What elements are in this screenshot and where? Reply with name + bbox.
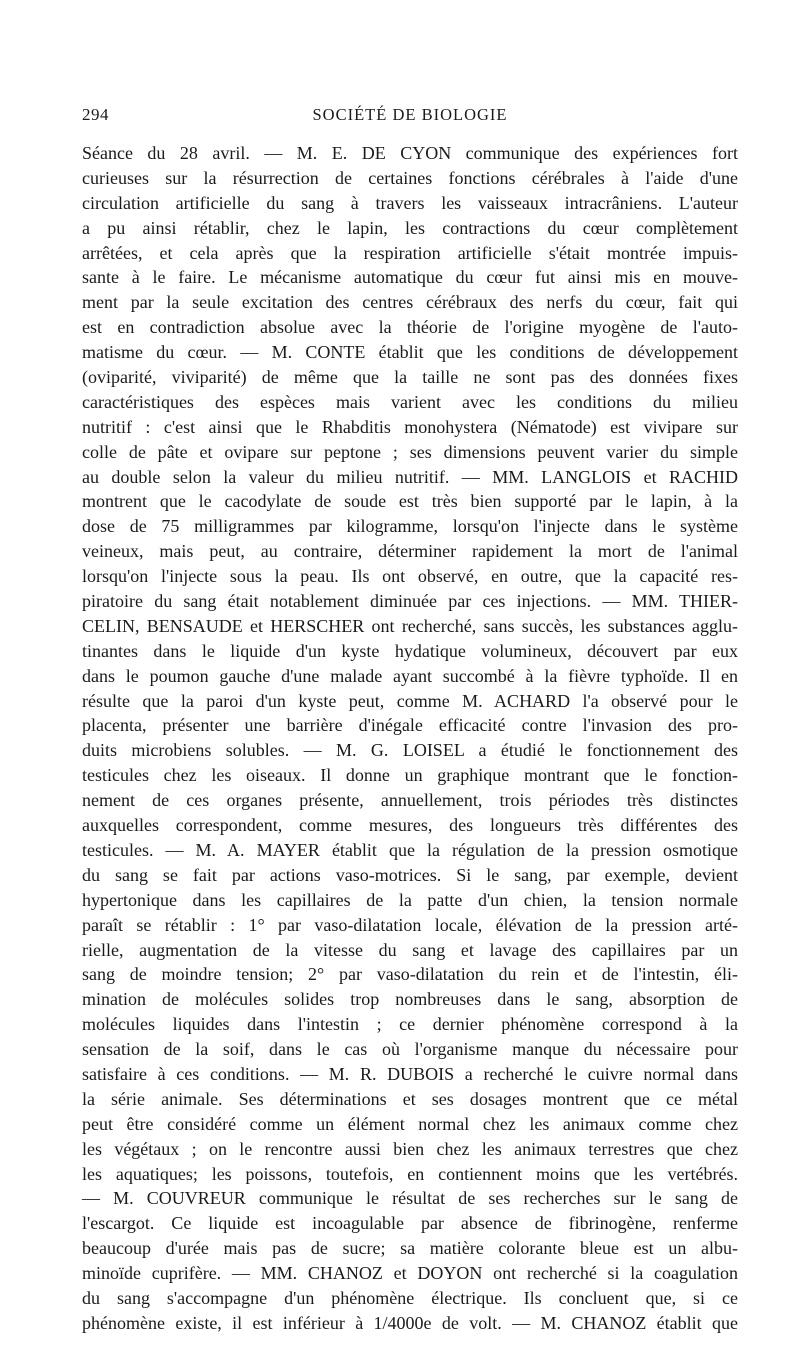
text-line: veineux, mais peut, au contraire, déterminer rapidement la mort de l'animal — [82, 541, 738, 562]
text-line: l'escargot. Ce liquide est incoagulable par absence de fibrinogène, renferme — [82, 1213, 738, 1234]
text-line: — M. COUVREUR communique le résultat de ses recherches sur le sang de — [82, 1188, 738, 1209]
text-line: nement de ces organes présente, annuellement, trois périodes très distinctes — [82, 790, 738, 811]
page-header — [82, 105, 738, 129]
text-line: est en contradiction absolue avec la théorie de l'origine myogène de l'auto- — [82, 317, 738, 338]
text-line: sensation de la soif, dans le cas où l'organisme manque du nécessaire pour — [82, 1039, 738, 1060]
text-line: dose de 75 milligrammes par kilogramme, lorsqu'on l'injecte dans le système — [82, 516, 738, 537]
page-number: 294 — [82, 105, 109, 124]
text-line: la série animale. Ses déterminations et ses dosages montrent que ce métal — [82, 1088, 738, 1109]
text-line: sante à le faire. Le mécanisme automatique du cœur fut ainsi mis en mouve- — [82, 267, 738, 288]
text-line: curieuses sur la résurrection de certaines fonctions cérébrales à l'aide d'une — [82, 167, 738, 188]
running-title: SOCIÉTÉ DE BIOLOGIE — [312, 105, 508, 124]
text-line: montrent que le cacodylate de soude est très bien supporté par le lapin, à la — [82, 491, 738, 512]
text-line: placenta, présenter une barrière d'inégale efficacité contre l'invasion des pro- — [82, 715, 738, 736]
text-line: mination de molécules solides trop nombreuses dans le sang, absorption de — [82, 989, 738, 1010]
text-line: matisme du cœur. — M. CONTE établit que les conditions de développement — [82, 342, 738, 363]
text-line: minoïde cuprifère. — MM. CHANOZ et DOYON ont recherché si la coagulation — [82, 1263, 738, 1284]
text-line: circulation artificielle du sang à travers les vaisseaux intracrâniens. L'auteur — [82, 192, 738, 213]
text-line: ment par la seule excitation des centres cérébraux des nerfs du cœur, fait qui — [82, 292, 738, 313]
text-line: lorsqu'on l'injecte sous la peau. Ils ont observé, en outre, que la capacité res- — [82, 566, 738, 587]
text-line: hypertonique dans les capillaires de la patte d'un chien, la tension normale — [82, 889, 738, 910]
text-line: testicules chez les oiseaux. Il donne un graphique montrant que le fonction- — [82, 765, 738, 786]
text-line: (oviparité, viviparité) de même que la taille ne sont pas des données fixes — [82, 367, 738, 388]
text-line: dans le poumon gauche d'une malade ayant succombé à la fièvre typhoïde. Il en — [82, 665, 738, 686]
text-line: rielle, augmentation de la vitesse du sang et lavage des capillaires par un — [82, 939, 738, 960]
text-line: nutritif : c'est ainsi que le Rhabditis monohystera (Nématode) est vivipare sur — [82, 416, 738, 437]
text-line: phénomène existe, il est inférieur à 1/4000e de volt. — M. CHANOZ établit que — [82, 1312, 738, 1333]
text-line: sang de moindre tension; 2° par vaso-dilatation du rein et de l'intestin, éli- — [82, 964, 738, 985]
text-line: duits microbiens solubles. — M. G. LOISEL a étudié le fonctionnement des — [82, 740, 738, 761]
text-line: piratoire du sang était notablement diminuée par ces injections. — MM. THIER- — [82, 591, 738, 612]
text-line: du sang s'accompagne d'un phénomène électrique. Ils concluent que, si ce — [82, 1287, 738, 1308]
text-line: a pu ainsi rétablir, chez le lapin, les contractions du cœur complètement — [82, 217, 738, 238]
text-line: molécules liquides dans l'intestin ; ce dernier phénomène correspond à la — [82, 1014, 738, 1035]
text-line: CELIN, BENSAUDE et HERSCHER ont recherché, sans succès, les substances agglu- — [82, 615, 738, 636]
text-line: testicules. — M. A. MAYER établit que la régulation de la pression osmotique — [82, 839, 738, 860]
text-line: au double selon la valeur du milieu nutritif. — MM. LANGLOIS et RACHID — [82, 466, 738, 487]
text-line: résulte que la paroi d'un kyste peut, comme M. ACHARD l'a observé pour le — [82, 690, 738, 711]
text-line: arrêtées, et cela après que la respiration artificielle s'était montrée impuis- — [82, 242, 738, 263]
text-line: du sang se fait par actions vaso-motrices. Si le sang, par exemple, devient — [82, 864, 738, 885]
text-line: peut être considéré comme un élément normal chez les animaux comme chez — [82, 1113, 738, 1134]
text-line: les aquatiques; les poissons, toutefois, en contiennent moins que les vertébrés. — [82, 1163, 738, 1184]
text-line: satisfaire à ces conditions. — M. R. DUBOIS a recherché le cuivre normal dans — [82, 1063, 738, 1084]
text-line: tinantes dans le liquide d'un kyste hydatique volumineux, découvert par eux — [82, 640, 738, 661]
text-line: colle de pâte et ovipare sur peptone ; ses dimensions peuvent varier du simple — [82, 441, 738, 462]
text-line: paraît se rétablir : 1° par vaso-dilatation locale, élévation de la pression arté- — [82, 914, 738, 935]
text-line: auxquelles correspondent, comme mesures, des longueurs très différentes des — [82, 815, 738, 836]
body-text — [82, 141, 738, 1336]
text-line: caractéristiques des espèces mais varient avec les conditions du milieu — [82, 391, 738, 412]
text-line: les végétaux ; on le rencontre aussi bien chez les animaux terrestres que chez — [82, 1138, 738, 1159]
text-line: beaucoup d'urée mais pas de sucre; sa matière colorante bleue est un albu- — [82, 1238, 738, 1259]
text-line: Séance du 28 avril. — M. E. DE CYON communique des expériences fort — [82, 143, 738, 163]
